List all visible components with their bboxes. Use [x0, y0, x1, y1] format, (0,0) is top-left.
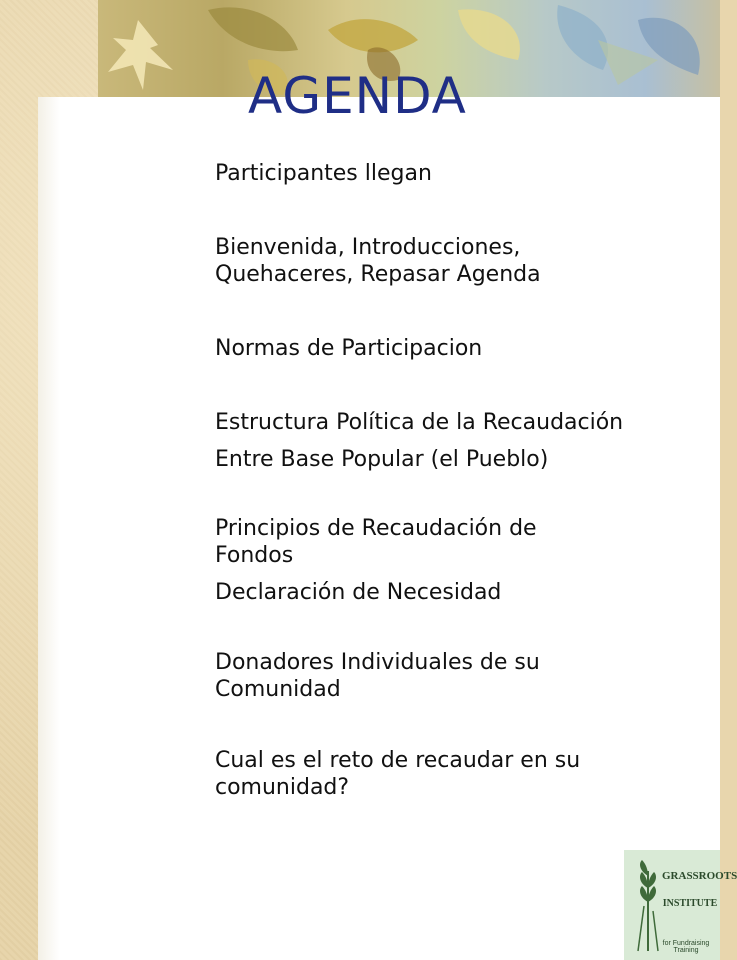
agenda-item-line: Declaración de Necesidad	[215, 580, 502, 605]
agenda-list	[215, 160, 705, 801]
agenda-item	[215, 649, 705, 703]
agenda-item	[215, 409, 705, 473]
agenda-item-line: Participantes llegan	[215, 161, 432, 186]
agenda-item-line: Normas de Participacion	[215, 336, 483, 361]
agenda-item-line: Entre Base Popular (el Pueblo)	[215, 447, 549, 472]
agenda-item	[215, 234, 705, 288]
agenda-item-line: Comunidad	[215, 677, 341, 702]
agenda-item-line: Donadores Individuales de su	[215, 650, 540, 675]
agenda-item	[215, 515, 705, 606]
grassroots-institute-logo	[624, 850, 737, 960]
agenda-item	[215, 335, 705, 362]
logo-subtitle: for Fundraising Training	[662, 940, 710, 954]
slide-title: AGENDA	[248, 67, 467, 125]
agenda-item-line: Fondos	[215, 543, 294, 568]
agenda-item-line: comunidad?	[215, 775, 350, 800]
agenda-item-line: Quehaceres, Repasar Agenda	[215, 262, 541, 287]
agenda-item-line: Principios de Recaudación de	[215, 516, 537, 541]
logo-text	[662, 870, 737, 910]
logo-line-institute: INSTITUTE	[662, 898, 718, 909]
agenda-item	[215, 160, 705, 187]
agenda-item-line: Bienvenida, Introducciones,	[215, 235, 521, 260]
agenda-item-line: Estructura Política de la Recaudación	[215, 410, 624, 435]
agenda-item	[215, 747, 705, 801]
logo-line-grassroots: GRASSROOTS	[662, 870, 737, 882]
agenda-item-line: Cual es el reto de recaudar en su	[215, 748, 581, 773]
